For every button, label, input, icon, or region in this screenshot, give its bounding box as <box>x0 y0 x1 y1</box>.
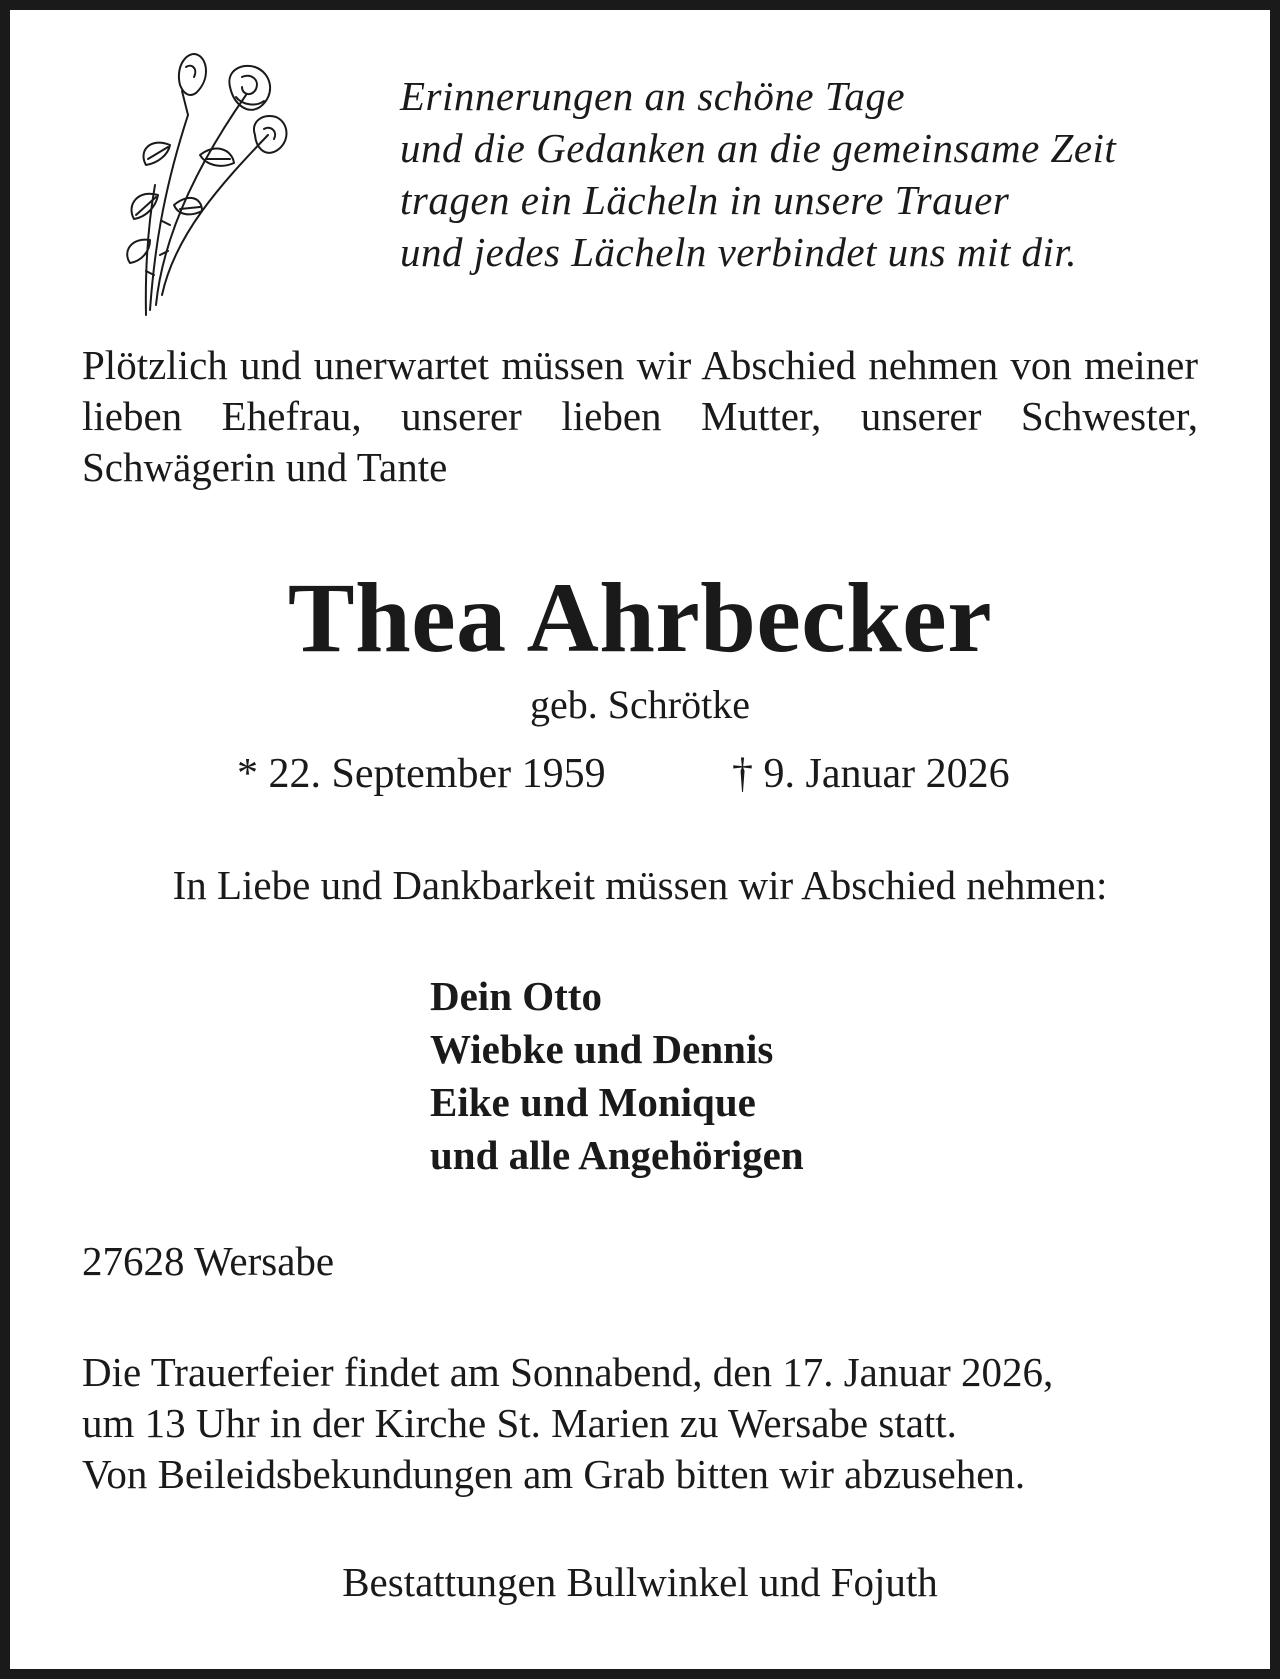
birth-date: * 22. September 1959 <box>237 751 606 797</box>
poem-line: tragen ein Lächeln in unsere Trauer <box>400 177 1010 223</box>
service-line: Von Beileidsbekundungen am Grab bitten wir abzusehen. <box>82 1451 1026 1497</box>
deceased-name: Thea Ahrbecker <box>287 562 993 673</box>
undertaker: Bestattungen Bullwinkel und Fojuth <box>342 1559 938 1605</box>
farewell-text: In Liebe und Dankbarkeit müssen wir Abschied nehmen: <box>172 862 1108 908</box>
poem-line: Erinnerungen an schöne Tage <box>400 73 906 119</box>
service-line: Die Trauerfeier findet am Sonnabend, den 17. Januar 2026, <box>82 1349 1054 1395</box>
poem <box>400 70 1116 278</box>
service-info <box>82 1347 1053 1500</box>
mourner-name: Dein Otto <box>430 973 602 1019</box>
service-line: um 13 Uhr in der Kirche St. Marien zu Wersabe statt. <box>82 1400 957 1446</box>
death-date: † 9. Januar 2026 <box>732 751 1010 797</box>
rose-icon <box>50 25 300 325</box>
poem-line: und jedes Lächeln verbindet uns mit dir. <box>400 229 1078 275</box>
intro-text: Plötzlich und unerwartet müssen wir Abschied nehmen von meiner lieben Ehefrau, unserer lieben Mutter, unserer Schwester, Schwägerin und Tante <box>82 342 1198 490</box>
mourner-name: Eike und Monique <box>430 1079 756 1125</box>
mourners-list <box>430 970 804 1182</box>
mourner-name: und alle Angehörigen <box>430 1132 804 1178</box>
maiden-name: geb. Schrötke <box>530 682 750 727</box>
mourner-name: Wiebke und Dennis <box>430 1026 774 1072</box>
place: 27628 Wersabe <box>82 1238 335 1284</box>
poem-line: und die Gedanken an die gemeinsame Zeit <box>400 125 1117 171</box>
